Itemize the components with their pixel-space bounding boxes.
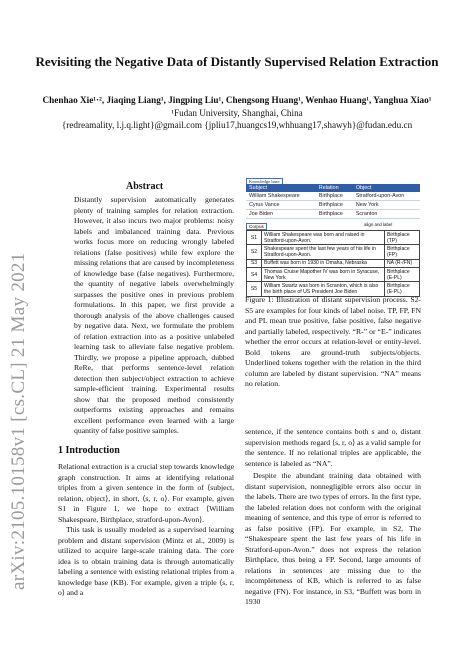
sentence-text: Shakespeare spent the last few years of his life in Stratford-upon-Avon. bbox=[262, 245, 385, 259]
sentence-id: S5 bbox=[247, 282, 262, 296]
kb-row bbox=[246, 201, 420, 210]
figure-1 bbox=[246, 178, 421, 296]
kb-cell: New York bbox=[353, 201, 420, 210]
corpus-table bbox=[246, 230, 420, 297]
align-label: align and label bbox=[364, 222, 393, 227]
intro-heading: 1 Introduction bbox=[58, 445, 120, 456]
kb-header-subject: Subject bbox=[246, 184, 316, 192]
kb-row bbox=[246, 192, 420, 201]
corpus-tab-label: Corpus bbox=[246, 223, 267, 230]
arxiv-stamp: arXiv:2105.10158v1 [cs.CL] 21 May 2021 bbox=[8, 252, 29, 590]
sentence-label: Birthplace (E-PL) bbox=[385, 282, 420, 296]
corpus-row bbox=[247, 259, 420, 267]
sentence-text: William Shakespeare was born and raised in Stratford-upon-Avon. bbox=[262, 231, 385, 245]
sentence-label: Birthplace (FP) bbox=[385, 245, 420, 259]
sentence-id: S2 bbox=[247, 245, 262, 259]
kb-cell: William Shakespeare bbox=[246, 192, 316, 201]
intro-body bbox=[58, 462, 234, 599]
kb-header-relation: Relation bbox=[316, 184, 353, 192]
abstract-text: Distantly supervision automatically generates plenty of training samples for relation extraction. However, it also incurs two major problems: noisy labels and imbalanced training data. Previous works focus more on reducing wrongly labeled relations (false positives) while few explore the missing relations that are caused by incompleteness of knowledge base (false negatives). Furthermore, the quantity of negative labels overwhelmingly surpasses the positive ones in previous problem formulations. In this paper, we first provide a thorough analysis of the above challenges caused by negative data. Next, we formulate the problem of relation extraction into as a positive unlabeled learning task to alleviate false negative problem. Thirdly, we propose a pipeline approach, dubbed ReRe, that performs sentence-level relation detection then subject/object extraction to achieve sample-efficient training. Experimental results show that the proposed method consistently outperforms existing approaches and remains excellent performance even learned with a large quantity of false positive samples. bbox=[74, 195, 234, 435]
sentence-label: NA (R-/FN) bbox=[385, 259, 420, 267]
kb-cell: Cyrus Vance bbox=[246, 201, 316, 210]
kb-cell: Birthplace bbox=[316, 201, 353, 210]
affiliation: ¹Fudan University, Shanghai, China bbox=[171, 108, 303, 118]
kb-header-object: Object bbox=[353, 184, 420, 192]
author-list: Chenhao Xie¹·², Jiaqing Liang¹, Jingping Liu¹, Chengsong Huang¹, Wenhao Huang¹, Yanghua Xiao¹ bbox=[42, 95, 432, 105]
intro-paragraph-1: Relational extraction is a crucial step towards knowledge graph construction. It aims at identifying relational triples from a given sentence in the form of ⟨subject, relation, object⟩, in short, ⟨s, r, o⟩. For example, given S1 in Figure 1, we hope to extract ⟨William Shakespeare, Birthplace, stratford-upon-Avon⟩. bbox=[58, 462, 234, 524]
paper-title: Revisiting the Negative Data of Distantly Supervised Relation Extraction bbox=[35, 54, 439, 69]
sentence-id: S4 bbox=[247, 268, 262, 282]
corpus-row bbox=[247, 231, 420, 245]
intro-paragraph-2: This task is usually modeled as a supervised learning problem and distant supervision (Mintz et al., 2009) is utilized to acquire large-scale training data. The core idea is to obtain training data is through automatically labeling a sentence with existing relational triples from a knowledge base (KB). For example, given a triple ⟨s, r, o⟩ and a bbox=[58, 525, 234, 597]
kb-header-row bbox=[246, 184, 420, 192]
sentence-label: Birthplace (TP) bbox=[385, 231, 420, 245]
right-paragraph-2: Despite the abundant training data obtained with distant supervision, nonnegligible errors also occur in the labels. There are two types of errors. In the first type, the labeled relation does not conform with the original meaning of sentence, and this type of error is referred to as false positive (FP). For example, in S2, The “Shakespeare spent the last few years of his life in Stratford-upon-Avon.” does not express the relation Birthplace, thus being a FP. Second, large amounts of relations in sentences are missing due to the incompleteness of KB, which is referred to as false negative (FN). For instance, in S3, “Buffett was born in 1930 bbox=[245, 471, 421, 606]
sentence-text: William Swartz was born in Scranton, which is also the birth place of US President Joe Biden bbox=[262, 282, 385, 296]
sentence-label: Birthplace (E-PL) bbox=[385, 268, 420, 282]
kb-cell: Scranton bbox=[353, 210, 420, 219]
abstract-heading: Abstract bbox=[126, 181, 164, 192]
sentence-text: Thomas Cruise Mapother IV was born in Syracuse, New York bbox=[262, 268, 385, 282]
kb-cell: Birthplace bbox=[316, 210, 353, 219]
kb-table bbox=[246, 184, 420, 219]
corpus-row bbox=[247, 268, 420, 282]
kb-cell: Birthplace bbox=[316, 192, 353, 201]
right-column-body bbox=[245, 427, 421, 608]
kb-cell: Stratford-upon-Avon bbox=[353, 192, 420, 201]
sentence-id: S3 bbox=[247, 259, 262, 267]
kb-row bbox=[246, 210, 420, 219]
right-paragraph-1: sentence, if the sentence contains both s and o, distant supervision methods regard ⟨s, r, o⟩ as a valid sample for the sentence. If no relational triples are applicable, the sentence is labeled as “NA”. bbox=[245, 427, 421, 468]
author-emails: {redreamality, l.j.q.light}@gmail.com {jpliu17,huangcs19,whhuang17,shawyh}@fudan.edu.cn bbox=[61, 120, 413, 130]
corpus-row bbox=[247, 245, 420, 259]
kb-cell: Joe Biden bbox=[246, 210, 316, 219]
sentence-id: S1 bbox=[247, 231, 262, 245]
sentence-text: Buffett was born in 1930 in Omaha, Nebraska bbox=[262, 259, 385, 267]
kb-tab-label: Knowledge base bbox=[246, 178, 283, 185]
figure-caption: Figure 1: Illustration of distant supervision process. S2-S5 are examples for four kinds of label noise. TP, FP, FN and PL mean true positive, false positive, false negative and partially labeled, respectively. “R-” or “E-” indicates whether the error occurs at relation-level or entity-level. Bold tokens are ground-truth subjects/objects. Underlined tokens together with the relation in the third column are labeled by distant supervision. “NA” means no relation. bbox=[245, 295, 421, 388]
